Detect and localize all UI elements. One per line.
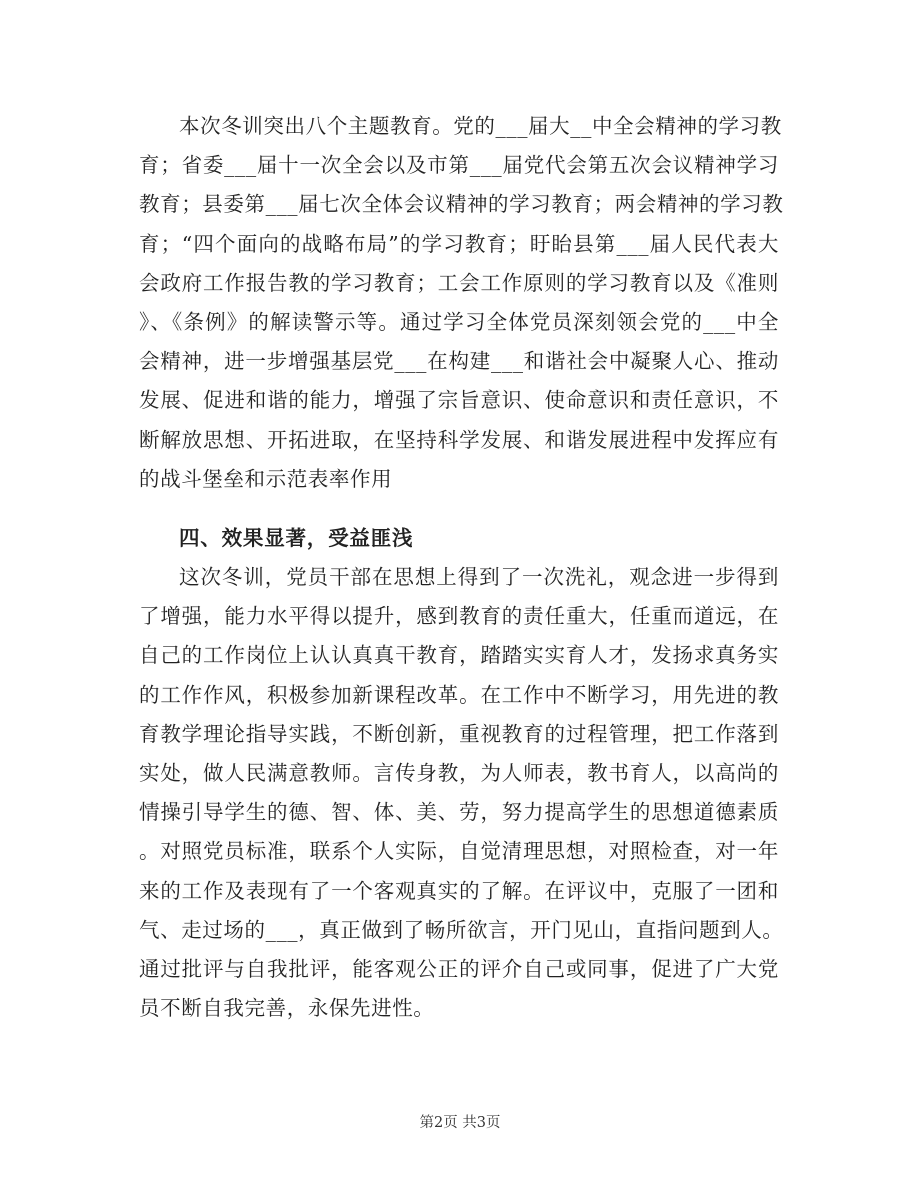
paragraph-line: 来的工作及表现有了一个客观真实的了解。在评议中，克服了一团和 <box>139 878 779 903</box>
paragraph-line: 》、《条例》的解读警示等。通过学习全体党员深刻领会党的___中全 <box>139 309 779 334</box>
paragraph-line: 会精神，进一步增强基层党___在构建___和谐社会中凝聚人心、推动 <box>139 349 779 374</box>
paragraph-line: 的工作作风，积极参加新课程改革。在工作中不断学习，用先进的教 <box>139 682 779 707</box>
paragraph-line: 实处，做人民满意教师。言传身教，为人师表，教书育人，以高尚的 <box>139 760 779 785</box>
paragraph-line: 自己的工作岗位上认认真真干教育，踏踏实实育人才，发扬求真务实 <box>139 643 779 668</box>
paragraph-line: 育教学理论指导实践，不断创新，重视教育的过程管理，把工作落到 <box>139 721 779 746</box>
paragraph-line: 。对照党员标准，联系个人实际，自觉清理思想，对照检查，对一年 <box>139 839 779 864</box>
section-heading: 四、效果显著，受益匪浅 <box>179 526 414 550</box>
paragraph-line: 这次冬训，党员干部在思想上得到了一次洗礼，观念进一步得到 <box>179 565 779 589</box>
paragraph-line: 育；“四个面向的战略布局”的学习教育；盱眙县第___届人民代表大 <box>139 231 779 256</box>
paragraph-line: 了增强，能力水平得以提升，感到教育的责任重大，任重而道远，在 <box>139 604 779 629</box>
paragraph-line: 发展、促进和谐的能力，增强了宗旨意识、使命意识和责任意识，不 <box>139 388 779 413</box>
paragraph-line: 情操引导学生的德、智、体、美、劳，努力提高学生的思想道德素质 <box>139 800 779 825</box>
paragraph-line: 教育；县委第___届七次全体会议精神的学习教育；两会精神的学习教 <box>139 192 784 217</box>
paragraph-line: 会政府工作报告教的学习教育；工会工作原则的学习教育以及《准则 <box>139 270 779 295</box>
paragraph-line: 员不断自我完善，永保先进性。 <box>139 996 435 1021</box>
paragraph-effects <box>139 558 784 1028</box>
page-number: 第2页 共3页 <box>419 1115 501 1131</box>
paragraph-line: 断解放思想、开拓进取，在坚持科学发展、和谐发展进程中发挥应有 <box>139 427 779 452</box>
paragraph-themes <box>139 107 784 499</box>
paragraph-line: 气、走过场的___，真正做到了畅所欲言，开门见山，直指问题到人。 <box>139 917 784 942</box>
paragraph-line: 通过批评与自我批评，能客观公正的评介自己或同事，促进了广大党 <box>139 956 779 981</box>
paragraph-line: 本次冬训突出八个主题教育。党的___届大__中全会精神的学习教 <box>179 114 782 138</box>
paragraph-line: 育；省委___届十一次全会以及市第___届党代会第五次会议精神学习 <box>139 153 779 178</box>
paragraph-line: 的战斗堡垒和示范表率作用 <box>139 466 393 491</box>
